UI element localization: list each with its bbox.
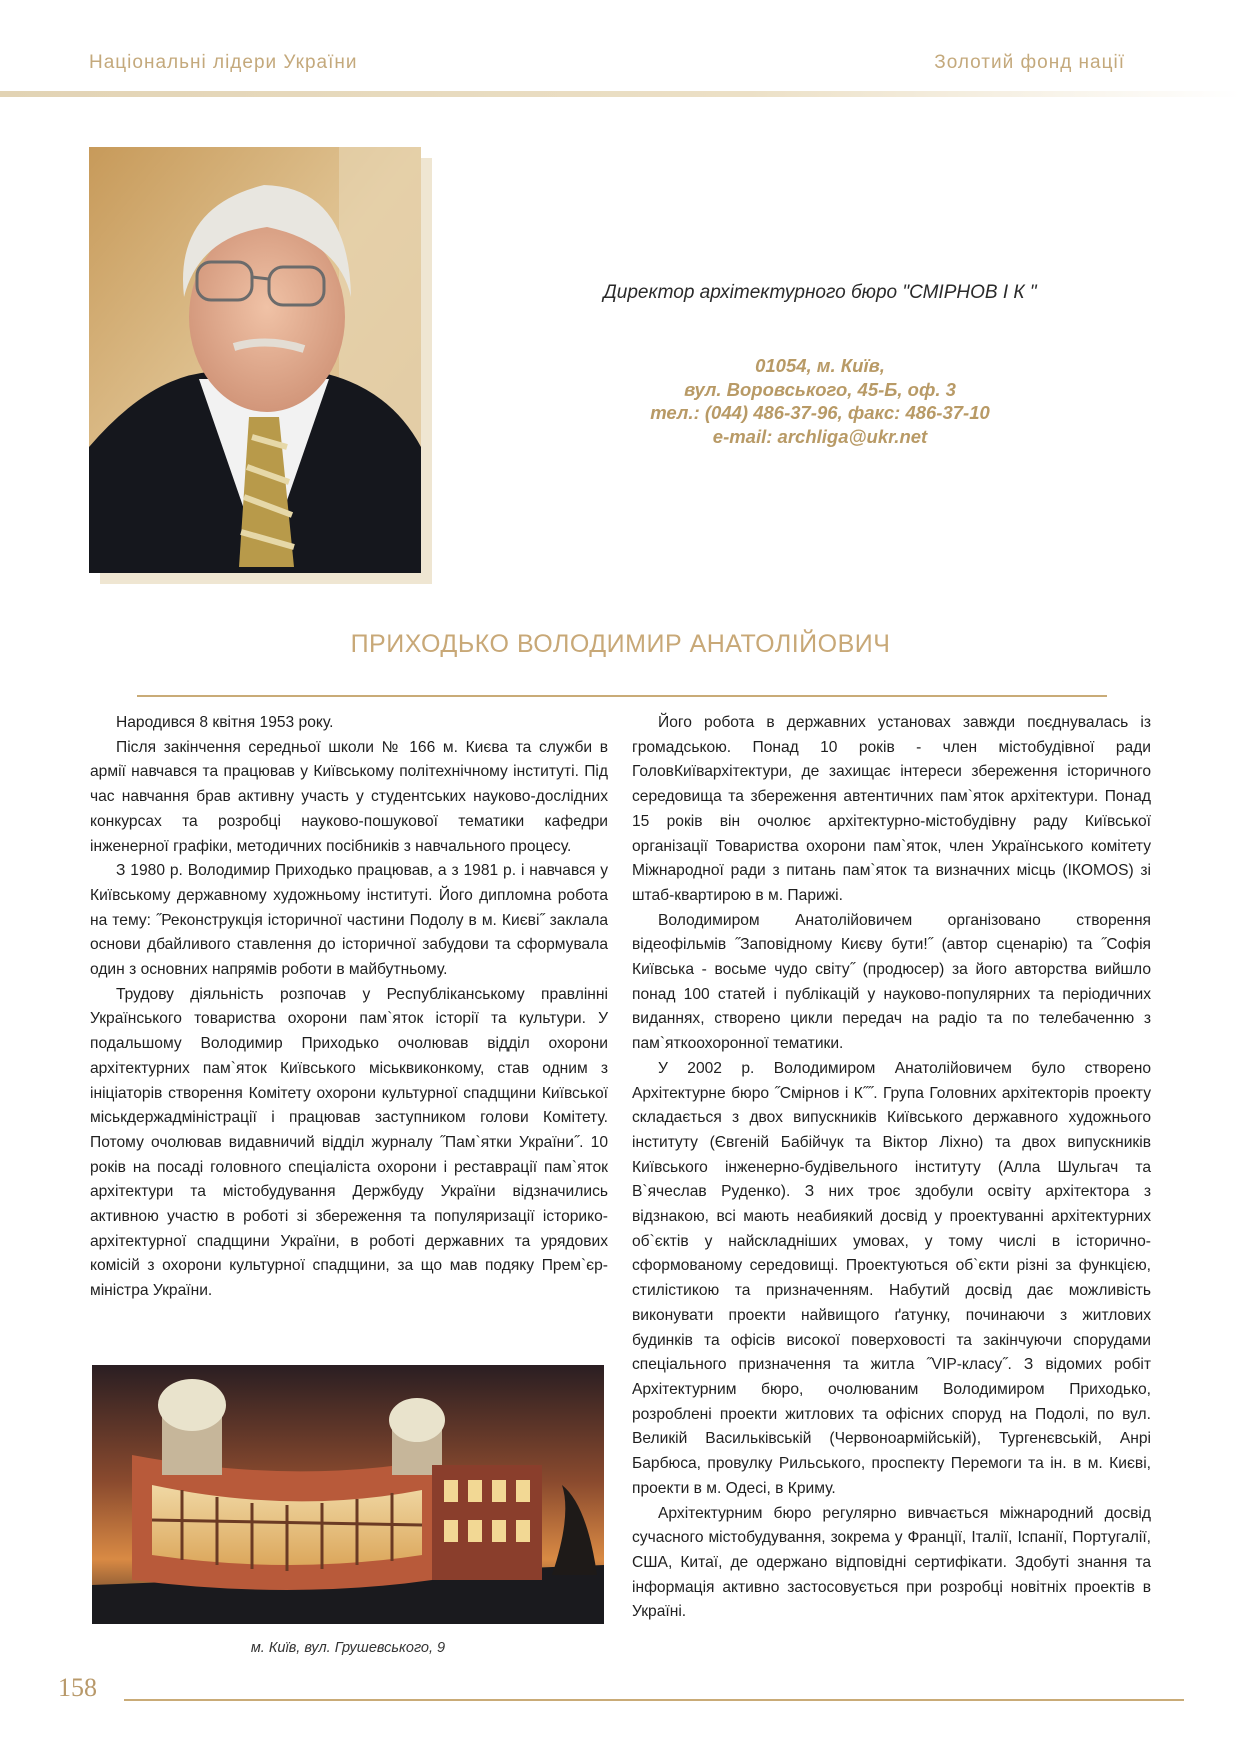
running-header-right: Золотий фонд нації xyxy=(934,52,1125,73)
contact-block xyxy=(560,354,1080,448)
running-header-left: Національні лідери України xyxy=(89,52,358,73)
person-name-heading: ПРИХОДЬКО ВОЛОДИМИР АНАТОЛІЙОВИЧ xyxy=(350,630,891,658)
photo-caption: м. Київ, вул. Грушевського, 9 xyxy=(250,1640,446,1656)
address-line-street: вул. Воровського, 45-Б, оф. 3 xyxy=(684,378,956,400)
name-divider xyxy=(137,695,1107,697)
bio-paragraph: У 2002 р. Володимиром Анатолійовичем було створено Архітектурне бюро ˝Смірнов і К˝˝. Група Головних архітекторів проекту складається з двох випускників Київського державного художнього інституту (Євгеній Бабійчук та Віктор Ліхно) та двох випускників Київського інженерно-будівельного інституту (Алла Шульгач та В`ячеслав Руденко). З них троє здобули освіту архітектора з відзнакою, всі мають неабиякий досвід у проектуванні архітектурних об`єктів у найскладніших умовах, у тому числі в історично-сформованому середовищі. Проектуються об`єкти різні за функцією, стилістикою та призначенням. Набутий досвід дає можливість виконувати проекти найвищого ґатунку, починаючи з житлових будинків та офісів високої поверховості та закінчуючи спорудами спеціального призначення та житла ˝VIP-класу˝. З відомих робіт Архітектурним бюро, очолюваним Володимиром Приходько, розроблені проекти житлових та офісних споруд на Подолі, по вул. Великій Васильківській (Червоноармійській), Тургенєвській, Анрі Барбюса, провулку Рильського, проспекту Перемоги та ін. в м. Києві, проекти в м. Одесі, в Криму. xyxy=(632,1059,1151,1497)
biography-left-column xyxy=(90,711,608,1304)
bio-paragraph: Трудову діяльність розпочав у Республіканському правлінні Українського товариства охорони пам`яток історії та культури. У подальшому Володимир Приходько очолював відділ охорони архітектурних пам`яток Київського міськвиконкому, став одним з ініціаторів створення Комітету охорони культурної спадщини Київської міськдержадміністрації і працював заступником голови Комітету. Потому очолював видавничий відділ журналу ˝Пам`ятки України˝. 10 років на посаді головного спеціаліста охорони і реставрації пам`яток архітектури та містобудування Держбуду України відзначились активною участю в роботі зі збереження та популяризації історико-архітектурної спадщини України, в роботі державних та урядових комісій з охорони культурної спадщини, за що мав подяку Прем`єр-міністра України. xyxy=(90,985,608,1300)
header-divider xyxy=(0,91,1241,97)
building-photo xyxy=(92,1365,604,1624)
bio-paragraph: З 1980 р. Володимир Приходько працював, а з 1981 р. і навчався у Київському державному художньому інституті. Його дипломна робота на тему: ˝Реконструкція історичної частини Подолу в м. Києві˝ заклала основи дбайливого ставлення до історичної забудови та сформувала один з основних напрямів роботи в майбутньому. xyxy=(90,862,608,979)
bio-paragraph: Архітектурним бюро регулярно вивчається міжнародний досвід сучасного містобудування, зокрема у Франції, Італії, Іспанії, Португалії, США, Китаї, де одержано відповідні сертифікати. Здобуті знання та інформація активно застосовується при розробці новітніх проектів в Україні. xyxy=(632,1504,1151,1621)
address-line-city: 01054, м. Київ, xyxy=(755,355,885,376)
footer-divider xyxy=(124,1699,1184,1701)
bio-paragraph: Володимиром Анатолійовичем організовано створення відеофільмів ˝Заповідному Києву бути!˝ (автор сценарію) та ˝Софія Київська - восьме чудо світу˝ (продюсер) за його авторства вийшло понад 100 статей і публікацій у науково-популярних та періодичних виданнях, створено цикли передач на радіо та по телебаченню з пам`яткоохоронної тематики. xyxy=(632,911,1151,1053)
biography-right-column xyxy=(632,711,1151,1625)
bio-paragraph: Його робота в державних установах завжди поєднувалась із громадською. Понад 10 років - член містобудівної ради ГоловКиївархітектури, де захищає інтереси збереження історичного середовища та збереження автентичних пам`яток архітектури. Понад 15 років він очолює архітектурно-містобудівну раду Київської організації Товариства охорони пам`яток, член Українського комітету Міжнародної ради з питань пам`яток та визначних місць (ІКОМОS) зі штаб-квартирою в м. Парижі. xyxy=(632,714,1151,904)
page-number: 158 xyxy=(58,1673,97,1702)
phone-fax-line: тел.: (044) 486-37-96, факс: 486-37-10 xyxy=(650,402,990,423)
position-title: Директор архітектурного бюро "СМІРНОВ І К " xyxy=(603,282,1037,303)
portrait-photo xyxy=(89,147,421,573)
bio-paragraph: Народився 8 квітня 1953 року. xyxy=(116,714,334,731)
email-line[interactable]: e-mail: archliga@ukr.net xyxy=(712,425,928,447)
bio-paragraph: Після закінчення середньої школи № 166 м. Києва та служби в армії навчався та працював у Київському політехнічному інституті. Під час навчання брав активну участь у студентських науково-дослідних конкурсах та розробці науково-пошукової тематики кафедри інженерної графіки, методичних посібників з навчального процесу. xyxy=(90,738,608,855)
